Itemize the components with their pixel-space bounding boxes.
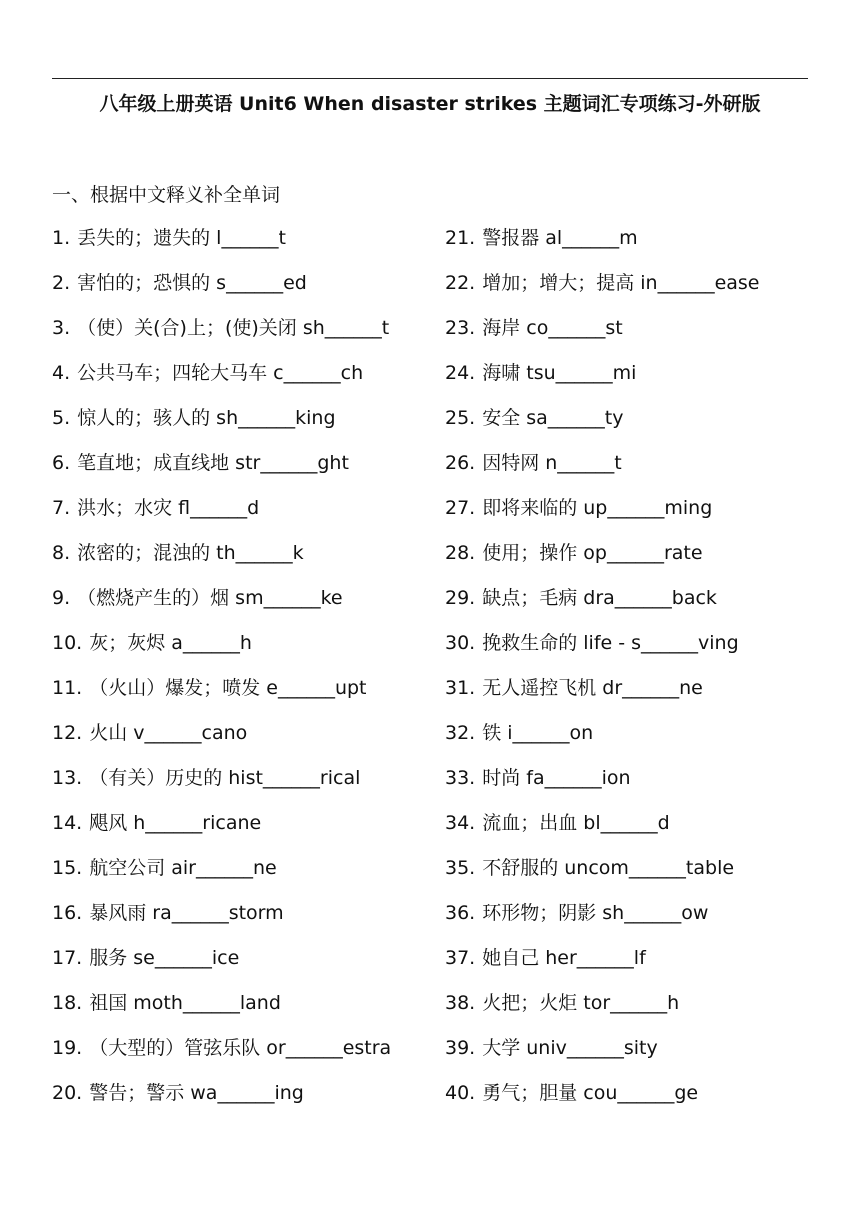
item-text: 环形物；阴影 sh______ow — [482, 902, 709, 924]
item-number: 29. — [445, 587, 476, 609]
exercise-item — [445, 628, 825, 673]
item-number: 14. — [52, 812, 83, 834]
item-number: 35. — [445, 857, 476, 879]
item-text: 笔直地；成直线地 str______ght — [77, 452, 349, 474]
section-heading: 一、根据中文释义补全单词 — [52, 184, 281, 206]
item-text: 缺点；毛病 dra______back — [482, 587, 717, 609]
item-number: 7. — [52, 497, 71, 519]
item-text: 安全 sa______ty — [482, 407, 624, 429]
item-number: 24. — [445, 362, 476, 384]
item-number: 17. — [52, 947, 83, 969]
item-number: 11. — [52, 677, 83, 699]
item-number: 4. — [52, 362, 71, 384]
exercise-item — [52, 403, 442, 448]
item-text: 大学 univ______sity — [482, 1037, 658, 1059]
exercise-item — [445, 358, 825, 403]
item-text: 害怕的；恐惧的 s______ed — [77, 272, 307, 294]
item-number: 39. — [445, 1037, 476, 1059]
item-number: 6. — [52, 452, 71, 474]
item-text: 浓密的；混浊的 th______k — [77, 542, 304, 564]
item-text: 使用；操作 op______rate — [482, 542, 703, 564]
item-text: 火山 v______cano — [89, 722, 248, 744]
item-text: 流血；出血 bl______d — [482, 812, 670, 834]
exercise-item — [445, 268, 825, 313]
item-text: 公共马车；四轮大马车 c______ch — [77, 362, 364, 384]
item-text: 航空公司 air______ne — [89, 857, 277, 879]
right-column — [445, 223, 825, 1123]
left-column — [52, 223, 442, 1123]
item-text: 海岸 co______st — [482, 317, 623, 339]
exercise-item — [52, 898, 442, 943]
item-text: 丢失的；遗失的 l______t — [77, 227, 286, 249]
exercise-item — [445, 673, 825, 718]
item-number: 37. — [445, 947, 476, 969]
exercise-item — [52, 583, 442, 628]
item-number: 38. — [445, 992, 476, 1014]
item-text: （燃烧产生的）烟 sm______ke — [77, 587, 343, 609]
exercise-item — [445, 988, 825, 1033]
item-text: 服务 se______ice — [89, 947, 240, 969]
exercise-item — [52, 358, 442, 403]
item-number: 28. — [445, 542, 476, 564]
item-text: 惊人的；骇人的 sh______king — [77, 407, 336, 429]
item-number: 22. — [445, 272, 476, 294]
item-number: 9. — [52, 587, 71, 609]
exercise-item — [445, 448, 825, 493]
item-number: 36. — [445, 902, 476, 924]
exercise-item — [445, 493, 825, 538]
item-number: 3. — [52, 317, 71, 339]
item-text: 铁 i______on — [482, 722, 594, 744]
item-text: 因特网 n______t — [482, 452, 622, 474]
item-text: 海啸 tsu______mi — [482, 362, 637, 384]
item-number: 5. — [52, 407, 71, 429]
item-number: 27. — [445, 497, 476, 519]
item-number: 13. — [52, 767, 83, 789]
item-number: 20. — [52, 1082, 83, 1104]
item-text: 她自己 her______lf — [482, 947, 646, 969]
exercise-item — [445, 718, 825, 763]
exercise-item — [445, 763, 825, 808]
item-number: 2. — [52, 272, 71, 294]
item-text: 勇气；胆量 cou______ge — [482, 1082, 699, 1104]
exercise-item — [445, 1078, 825, 1123]
item-text: 时尚 fa______ion — [482, 767, 631, 789]
item-number: 30. — [445, 632, 476, 654]
item-text: 警报器 al______m — [482, 227, 638, 249]
exercise-item — [52, 223, 442, 268]
exercise-item — [445, 313, 825, 358]
exercise-item — [52, 628, 442, 673]
item-text: 即将来临的 up______ming — [482, 497, 713, 519]
item-number: 26. — [445, 452, 476, 474]
item-text: 飓风 h______ricane — [89, 812, 262, 834]
item-number: 19. — [52, 1037, 83, 1059]
exercise-item — [445, 943, 825, 988]
exercise-item — [52, 988, 442, 1033]
exercise-item — [52, 448, 442, 493]
item-number: 23. — [445, 317, 476, 339]
item-number: 25. — [445, 407, 476, 429]
item-text: 灰；灰烬 a______h — [89, 632, 252, 654]
item-number: 33. — [445, 767, 476, 789]
exercise-item — [445, 898, 825, 943]
header-rule — [52, 78, 808, 79]
exercise-item — [52, 808, 442, 853]
exercise-item — [445, 403, 825, 448]
item-number: 40. — [445, 1082, 476, 1104]
exercise-item — [445, 223, 825, 268]
exercise-item — [52, 1078, 442, 1123]
item-text: 祖国 moth______land — [89, 992, 281, 1014]
exercise-item — [52, 538, 442, 583]
item-number: 18. — [52, 992, 83, 1014]
item-text: （大型的）管弦乐队 or______estra — [89, 1037, 392, 1059]
exercise-item — [52, 763, 442, 808]
item-text: （使）关(合)上；(使)关闭 sh______t — [77, 317, 390, 339]
item-number: 21. — [445, 227, 476, 249]
exercise-item — [445, 538, 825, 583]
item-number: 1. — [52, 227, 71, 249]
item-number: 34. — [445, 812, 476, 834]
item-number: 31. — [445, 677, 476, 699]
exercise-item — [52, 1033, 442, 1078]
exercise-item — [52, 493, 442, 538]
item-text: （火山）爆发；喷发 e______upt — [89, 677, 367, 699]
exercise-item — [52, 718, 442, 763]
exercise-item — [445, 583, 825, 628]
exercise-item — [52, 943, 442, 988]
exercise-item — [445, 1033, 825, 1078]
item-number: 10. — [52, 632, 83, 654]
exercise-item — [445, 853, 825, 898]
item-number: 12. — [52, 722, 83, 744]
exercise-item — [52, 313, 442, 358]
item-text: （有关）历史的 hist______rical — [89, 767, 361, 789]
item-text: 暴风雨 ra______storm — [89, 902, 284, 924]
item-number: 32. — [445, 722, 476, 744]
item-text: 无人遥控飞机 dr______ne — [482, 677, 703, 699]
item-text: 不舒服的 uncom______table — [482, 857, 735, 879]
item-text: 火把；火炬 tor______h — [482, 992, 680, 1014]
document-title: 八年级上册英语 Unit6 When disaster strikes 主题词汇专项练习-外研版 — [99, 93, 761, 115]
item-number: 8. — [52, 542, 71, 564]
item-text: 增加；增大；提高 in______ease — [482, 272, 760, 294]
item-text: 挽救生命的 life - s______ving — [482, 632, 739, 654]
item-text: 洪水；水灾 fl______d — [77, 497, 260, 519]
exercise-item — [52, 853, 442, 898]
item-text: 警告；警示 wa______ing — [89, 1082, 304, 1104]
exercise-item — [52, 673, 442, 718]
exercise-item — [52, 268, 442, 313]
exercise-item — [445, 808, 825, 853]
item-number: 16. — [52, 902, 83, 924]
item-number: 15. — [52, 857, 83, 879]
